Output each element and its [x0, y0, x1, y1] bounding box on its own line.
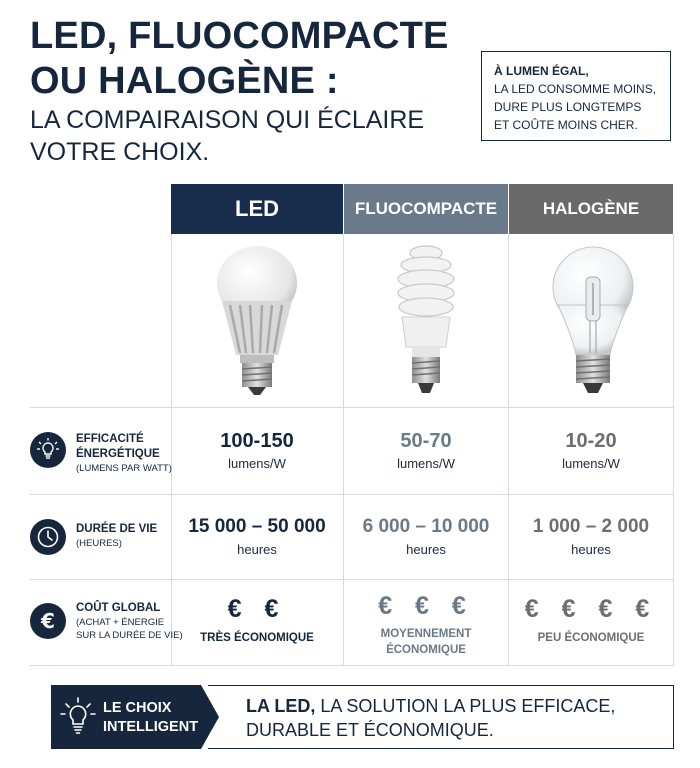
subtitle-line-2: VOTRE CHOIX. — [30, 138, 210, 166]
halogene-bulb-image — [550, 245, 636, 400]
cout-title: COÛT GLOBAL — [76, 602, 161, 614]
duree-sub: (HEURES) — [76, 538, 122, 549]
halo-efficiency-unit: lumens/W — [562, 456, 620, 471]
title-line-1: LED, FLUOCOMPACTE — [30, 15, 449, 57]
halo-efficiency-cell — [509, 428, 673, 474]
fluo-efficiency-cell — [344, 428, 508, 474]
page-title — [30, 14, 449, 104]
grid-hline-4 — [30, 665, 674, 666]
led-efficiency-cell — [171, 428, 343, 474]
duree-title: DURÉE DE VIE — [76, 523, 158, 535]
note-line-1: À LUMEN ÉGAL, — [494, 64, 589, 78]
efficacite-sub: (LUMENS PAR WATT) — [76, 463, 172, 474]
led-cost-caption: TRÈS ÉCONOMIQUE — [200, 632, 314, 644]
lightbulb-icon — [30, 432, 66, 468]
led-cost-symbols: € € — [227, 595, 287, 623]
efficacite-title-1: EFFICACITÉ — [76, 433, 144, 445]
column-header-led: LED — [171, 184, 343, 234]
euro-icon: € — [30, 603, 66, 639]
fluocompacte-bulb-image — [390, 243, 462, 398]
lumen-note-box — [481, 51, 671, 141]
halo-lifetime-value: 1 000 – 2 000 — [532, 516, 650, 537]
led-efficiency-value: 100-150 — [220, 430, 294, 452]
led-cost-cell — [171, 594, 343, 646]
row-label-efficacite — [30, 432, 172, 475]
note-line-2: LA LED CONSOMME MOINS, — [494, 82, 657, 96]
note-line-3: DURE PLUS LONGTEMPS — [494, 100, 642, 114]
conclusion-bold: LA LED, — [246, 696, 316, 716]
led-lifetime-unit: heures — [237, 542, 277, 557]
row-label-duree — [30, 519, 157, 555]
title-line-2: OU HALOGÈNE : — [30, 60, 339, 102]
conclusion-line-1-rest: LA SOLUTION LA PLUS EFFICACE, — [315, 696, 616, 716]
cout-sub-2: SUR LA DURÉE DE VIE) — [76, 630, 183, 641]
led-bulb-image — [212, 243, 302, 398]
column-header-fluocompacte: FLUOCOMPACTE — [344, 184, 508, 234]
fluo-lifetime-unit: heures — [406, 542, 446, 557]
smart-choice-label — [103, 699, 198, 737]
fluo-cost-cell — [344, 591, 508, 658]
column-header-halogene: HALOGÈNE — [509, 184, 673, 234]
row-label-cout — [30, 603, 183, 642]
clock-icon — [30, 519, 66, 555]
note-line-4: ET COÛTE MOINS CHER. — [494, 118, 638, 132]
halo-cost-symbols: € € € € — [524, 595, 658, 623]
conclusion-line-2: DURABLE ET ÉCONOMIQUE. — [246, 720, 494, 740]
halo-efficiency-value: 10-20 — [565, 430, 617, 452]
fluo-lifetime-value: 6 000 – 10 000 — [362, 516, 490, 537]
subtitle-line-1: LA COMPAIRAISON QUI ÉCLAIRE — [30, 106, 425, 134]
smart-choice-line-2: INTELLIGENT — [103, 719, 199, 735]
grid-hline-1 — [30, 407, 674, 408]
fluo-cost-caption-2: ÉCONOMIQUE — [386, 644, 466, 656]
grid-hline-3 — [30, 579, 674, 580]
fluo-efficiency-value: 50-70 — [400, 430, 452, 452]
halo-cost-cell — [509, 594, 673, 646]
smart-choice-line-1: LE CHOIX — [103, 700, 172, 716]
efficacite-title-2: ÉNERGÉTIQUE — [76, 448, 160, 460]
conclusion-text — [246, 694, 615, 742]
led-lifetime-cell — [171, 514, 343, 560]
grid-vline-right — [673, 234, 674, 665]
page-subtitle — [30, 104, 424, 168]
fluo-cost-caption-1: MOYENNEMENT — [380, 628, 472, 640]
halo-lifetime-unit: heures — [571, 542, 611, 557]
led-efficiency-unit: lumens/W — [228, 456, 286, 471]
fluo-cost-symbols: € € € — [378, 592, 474, 620]
fluo-efficiency-unit: lumens/W — [397, 456, 455, 471]
halo-lifetime-cell — [509, 514, 673, 560]
lightbulb-idea-icon — [58, 696, 98, 738]
fluo-lifetime-cell — [344, 514, 508, 560]
led-lifetime-value: 15 000 – 50 000 — [188, 516, 326, 537]
halo-cost-caption: PEU ÉCONOMIQUE — [537, 632, 645, 644]
grid-hline-2 — [30, 494, 674, 495]
cout-sub-1: (ACHAT + ÉNERGIE — [76, 617, 165, 628]
